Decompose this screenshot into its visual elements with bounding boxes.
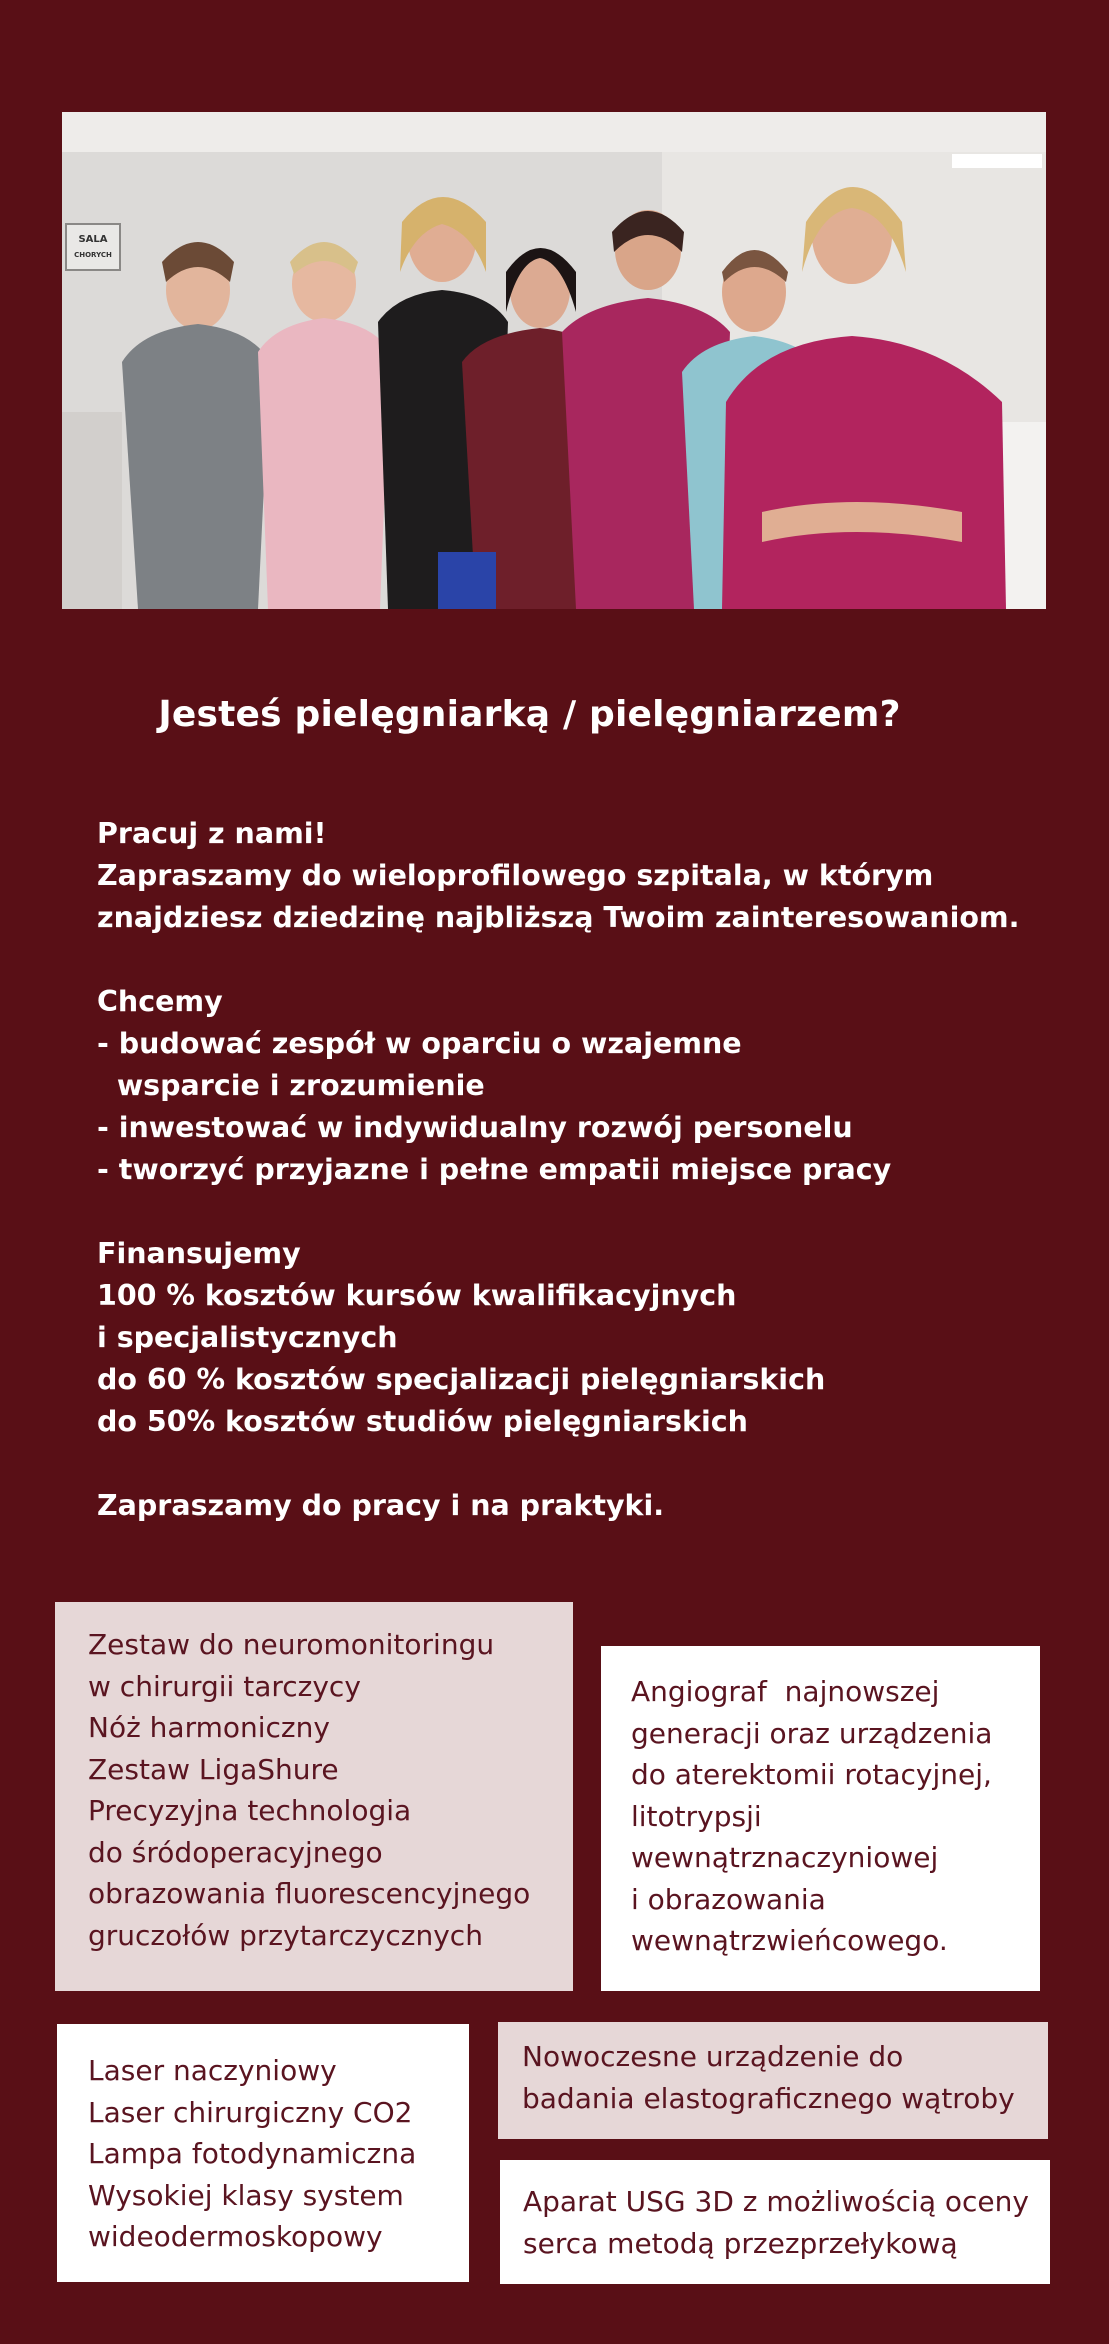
wants-item: - inwestować w indywidualny rozwój personelu	[97, 1111, 853, 1144]
card-line: Precyzyjna technologia	[88, 1794, 412, 1827]
headline: Jesteś pielęgniarką / pielęgniarzem?	[158, 694, 901, 735]
intro-line: Pracuj z nami!	[97, 817, 327, 850]
funding-item: do 50% kosztów studiów pielęgniarskich	[97, 1405, 748, 1438]
card-line: Laser naczyniowy	[88, 2054, 337, 2087]
card-line: generacji oraz urządzenia	[631, 1716, 993, 1750]
invite-line: Zapraszamy do pracy i na praktyki.	[97, 1489, 665, 1522]
room-sign	[66, 224, 120, 270]
card-line: Zestaw LigaShure	[88, 1752, 339, 1786]
card-line: Zestaw do neuromonitoringu	[88, 1628, 495, 1661]
card-line: Wysokiej klasy system	[88, 2178, 404, 2212]
equipment-card-elastography	[498, 2022, 1048, 2139]
card-line: Aparat USG 3D z możliwością oceny	[523, 2185, 1029, 2218]
card-line: w chirurgii tarczycy	[88, 1669, 361, 1703]
equipment-card-usg	[500, 2160, 1050, 2284]
card-line: litotrypsji	[631, 1799, 762, 1833]
card-line: Nowoczesne urządzenie do	[522, 2040, 904, 2073]
card-line: wewnątrzwieńcowego.	[631, 1924, 948, 1957]
team-photo-illustration	[62, 112, 1046, 609]
card-line: do śródoperacyjnego	[88, 1835, 383, 1869]
equipment-card-surgery	[55, 1602, 573, 1991]
card-line: wewnątrznaczyniowej	[631, 1841, 939, 1874]
ceiling-light	[952, 154, 1042, 168]
team-photo	[62, 112, 1046, 609]
wants-item: - budować zespół w oparciu o wzajemne	[97, 1027, 742, 1060]
equipment-card-angiography	[601, 1646, 1040, 1991]
funding-item: i specjalistycznych	[97, 1321, 398, 1354]
card-line: serca metodą przezprzełykową	[523, 2226, 958, 2260]
card-line: Laser chirurgiczny CO2	[88, 2095, 413, 2129]
room-sign-line1: SALA	[78, 234, 108, 245]
card-line: do aterektomii rotacyjnej,	[631, 1758, 992, 1791]
card-line: gruczołów przytarczycznych	[88, 1918, 483, 1952]
wants-item: wsparcie i zrozumienie	[97, 1069, 485, 1102]
room-sign-line2: CHORYCH	[74, 251, 112, 259]
card-line: wideodermoskopowy	[88, 2220, 383, 2253]
wants-heading: Chcemy	[97, 985, 223, 1018]
card-line: badania elastograficznego wątroby	[522, 2081, 1015, 2115]
funding-item: do 60 % kosztów specjalizacji pielęgniarskich	[97, 1363, 826, 1396]
recruitment-text	[97, 813, 1020, 1527]
card-line: obrazowania fluorescencyjnego	[88, 1877, 531, 1910]
intro-line: znajdziesz dziedzinę najbliższą Twoim zainteresowaniom.	[97, 901, 1020, 934]
intro-line: Zapraszamy do wieloprofilowego szpitala, w którym	[97, 859, 934, 892]
card-line: Angiograf najnowszej	[631, 1675, 940, 1708]
funding-item: 100 % kosztów kursów kwalifikacyjnych	[97, 1279, 737, 1312]
funding-heading: Finansujemy	[97, 1237, 301, 1270]
blue-folder	[438, 552, 496, 609]
equipment-card-lasers	[57, 2024, 469, 2282]
card-line: i obrazowania	[631, 1882, 826, 1916]
card-line: Nóż harmoniczny	[88, 1711, 330, 1744]
wants-item: - tworzyć przyjazne i pełne empatii miejsce pracy	[97, 1153, 892, 1186]
card-line: Lampa fotodynamiczna	[88, 2137, 417, 2170]
